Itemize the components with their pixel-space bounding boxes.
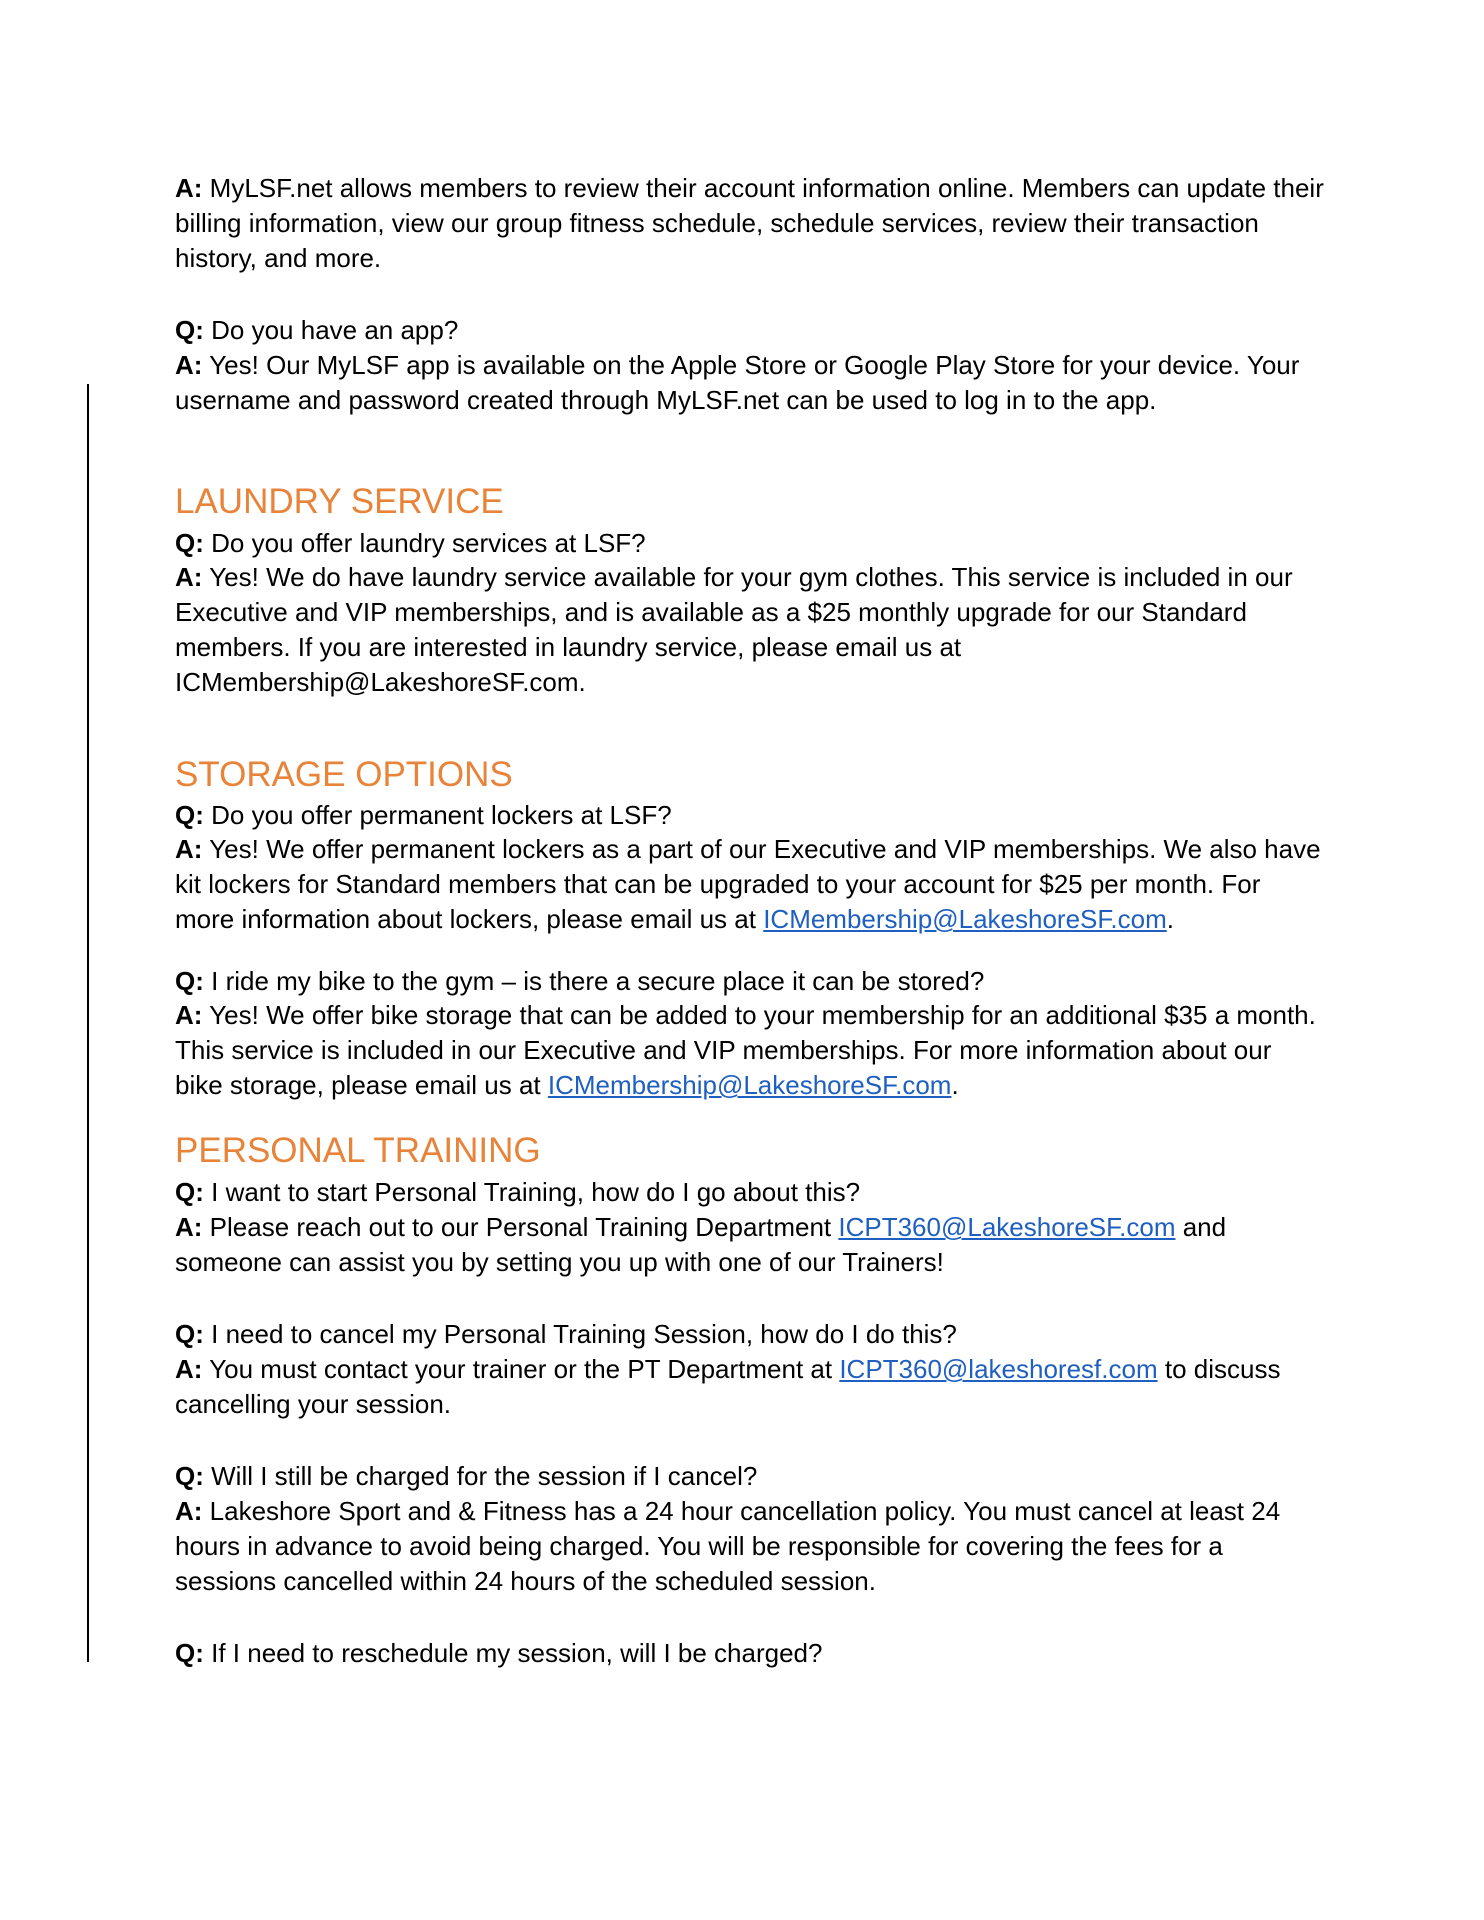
heading-storage-options: STORAGE OPTIONS [175, 755, 513, 794]
answer-charged-cancel: A: Lakeshore Sport and & Fitness has a 24 hour cancellation policy. You must cancel at least 24 hours in advance to avoid being charged. You will be responsible for covering the fees for a sessions cancelled within 24 hours of the scheduled session. [175, 1496, 1281, 1596]
question-bike: Q: I ride my bike to the gym – is there a secure place it can be stored? [175, 966, 985, 996]
answer-lockers: A: Yes! We offer permanent lockers as a part of our Executive and VIP memberships. We also have kit lockers for Standard members that can be upgraded to your account for $25 per month. For more information about lockers, please email us at ICMembership@LakeshoreSF.com. [175, 834, 1321, 934]
answer-bike: A: Yes! We offer bike storage that can be added to your membership for an additional $35 a month. This service is included in our Executive and VIP memberships. For more information about our bike storage, please email us at ICMembership@LakeshoreSF.com. [175, 1000, 1316, 1100]
question-start-training: Q: I want to start Personal Training, how do I go about this? [175, 1177, 861, 1207]
question-app: Q: Do you have an app? [175, 315, 459, 345]
membership-email-link[interactable]: ICMembership@LakeshoreSF.com [763, 904, 1167, 934]
question-lockers: Q: Do you offer permanent lockers at LSF? [175, 800, 672, 830]
answer-start-training: A: Please reach out to our Personal Training Department ICPT360@LakeshoreSF.com and someone can assist you by setting you up with one of our Trainers! [175, 1212, 1227, 1277]
question-charged-cancel: Q: Will I still be charged for the session if I cancel? [175, 1461, 758, 1491]
question-cancel-session: Q: I need to cancel my Personal Training Session, how do I do this? [175, 1319, 957, 1349]
answer-cancel-session: A: You must contact your trainer or the PT Department at ICPT360@lakeshoresf.com to discuss cancelling your session. [175, 1354, 1281, 1419]
revision-bar [87, 384, 89, 1662]
answer-app: A: Yes! Our MyLSF app is available on the Apple Store or Google Play Store for your device. Your username and password created through MyLSF.net can be used to log in to the app. [175, 350, 1300, 415]
heading-laundry-service: LAUNDRY SERVICE [175, 482, 504, 521]
heading-personal-training: PERSONAL TRAINING [175, 1131, 541, 1170]
answer-laundry: A: Yes! We do have laundry service available for your gym clothes. This service is included in our Executive and VIP memberships, and is available as a $25 monthly upgrade for our Standard members. If you are interested in laundry service, please email us at ICMembership@LakeshoreSF.com. [175, 562, 1293, 697]
pt-email-link[interactable]: ICPT360@lakeshoresf.com [839, 1354, 1158, 1384]
question-laundry: Q: Do you offer laundry services at LSF? [175, 528, 646, 558]
membership-email-link[interactable]: ICMembership@LakeshoreSF.com [547, 1070, 952, 1100]
pt-email-link[interactable]: ICPT360@LakeshoreSF.com [838, 1212, 1176, 1242]
answer-mylsf-net: A: MyLSF.net allows members to review their account information online. Members can update their billing information, view our group fitness schedule, schedule services, review their transaction history, and more. [175, 173, 1324, 273]
question-reschedule: Q: If I need to reschedule my session, will I be charged? [175, 1638, 823, 1668]
